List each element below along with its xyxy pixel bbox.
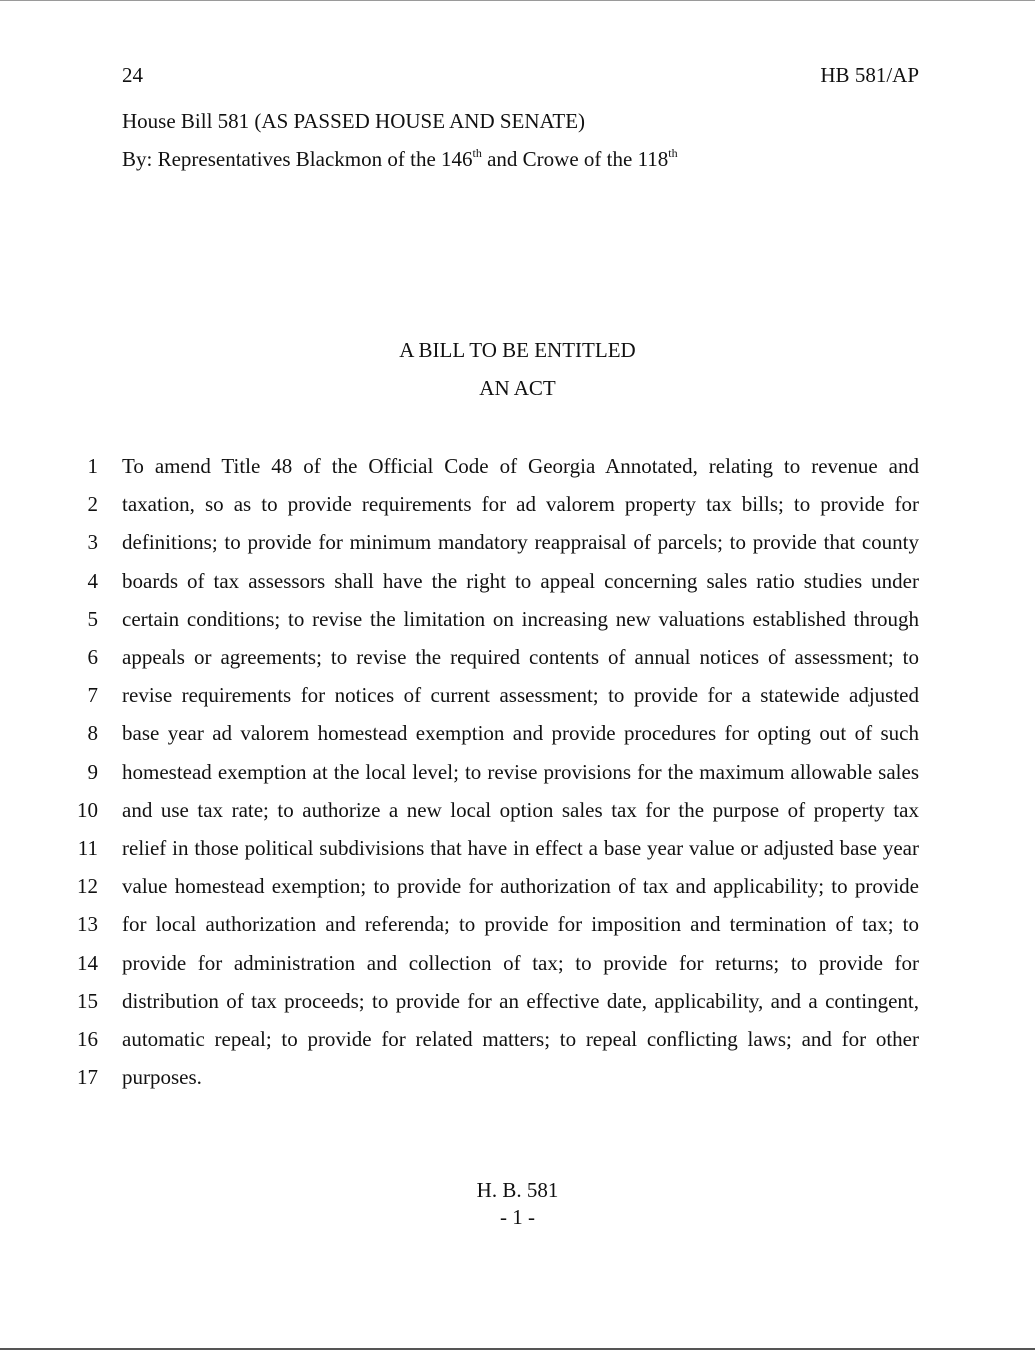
line-text: value homestead exemption; to provide for authorization of tax and applicability; to provide — [122, 874, 919, 899]
footer-page-number: - 1 - — [500, 1205, 535, 1229]
line-number: 15 — [77, 988, 98, 1013]
line-text: and use tax rate; to authorize a new local option sales tax for the purpose of property tax — [122, 797, 919, 822]
line-number: 8 — [87, 721, 98, 746]
ordinal-superscript: th — [472, 146, 482, 160]
sponsors-line — [122, 146, 678, 172]
line-number: 2 — [87, 492, 98, 517]
line-text: automatic repeal; to provide for related matters; to repeal conflicting laws; and for other — [122, 1027, 919, 1051]
line-text: certain conditions; to revise the limitation on increasing new valuations established through — [122, 606, 919, 631]
numbered-line — [0, 451, 1035, 481]
numbered-line — [0, 642, 1035, 672]
numbered-line — [0, 909, 1035, 939]
line-number: 9 — [87, 759, 98, 784]
line-text: for local authorization and referenda; to provide for imposition and termination of tax; to — [122, 912, 919, 937]
line-number: 17 — [77, 1065, 98, 1090]
act-heading: AN ACT — [479, 376, 556, 400]
page-sequence-number: 24 — [122, 63, 143, 87]
numbered-line — [0, 566, 1035, 596]
numbered-line — [0, 1024, 1035, 1054]
numbered-line — [0, 833, 1035, 863]
numbered-line — [0, 948, 1035, 978]
footer-bill-reference: H. B. 581 — [476, 1178, 559, 1202]
line-text: revise requirements for notices of current assessment; to provide for a statewide adjusted — [122, 683, 919, 708]
numbered-line — [0, 871, 1035, 901]
line-number: 6 — [87, 645, 98, 669]
line-text: base year ad valorem homestead exemption and provide procedures for opting out of such — [122, 721, 919, 746]
sponsors-prefix: By: Representatives Blackmon of the 146 — [122, 147, 473, 171]
line-number: 3 — [87, 530, 98, 555]
numbered-line — [0, 718, 1035, 748]
line-number: 14 — [77, 950, 98, 975]
line-text: boards of tax assessors shall have the right to appeal concerning sales ratio studies under — [122, 568, 919, 593]
numbered-line — [0, 527, 1035, 557]
line-text: provide for administration and collection of tax; to provide for returns; to provide for — [122, 950, 919, 975]
line-number: 4 — [87, 568, 98, 593]
line-number: 7 — [87, 683, 98, 708]
line-number: 5 — [87, 606, 98, 631]
line-text: taxation, so as to provide requirements for ad valorem property tax bills; to provide for — [122, 492, 919, 517]
ordinal-superscript: th — [668, 146, 678, 160]
line-number: 11 — [77, 836, 98, 860]
numbered-line — [0, 489, 1035, 519]
line-text: homestead exemption at the local level; to revise provisions for the maximum allowable sales — [122, 759, 919, 784]
line-number: 1 — [87, 454, 98, 478]
bill-title: House Bill 581 (AS PASSED HOUSE AND SENATE) — [122, 109, 586, 133]
numbered-line — [0, 757, 1035, 787]
line-text: To amend Title 48 of the Official Code of Georgia Annotated, relating to revenue and — [122, 454, 919, 478]
numbered-line — [0, 986, 1035, 1016]
sponsors-middle: and Crowe of the 118 — [481, 147, 669, 171]
line-number: 12 — [77, 874, 98, 899]
bill-heading: A BILL TO BE ENTITLED — [399, 338, 636, 362]
numbered-line — [0, 1062, 1035, 1092]
line-text: appeals or agreements; to revise the required contents of annual notices of assessment; to — [122, 645, 919, 669]
line-number: 16 — [77, 1027, 98, 1051]
line-text: relief in those political subdivisions that have in effect a base year value or adjusted base year — [122, 836, 919, 860]
line-text: purposes. — [122, 1065, 202, 1090]
numbered-line — [0, 680, 1035, 710]
line-text: definitions; to provide for minimum mandatory reappraisal of parcels; to provide that county — [122, 530, 919, 555]
line-number: 13 — [77, 912, 98, 937]
numbered-line — [0, 604, 1035, 634]
document-code: HB 581/AP — [820, 63, 919, 87]
line-number: 10 — [77, 797, 98, 822]
line-text: distribution of tax proceeds; to provide for an effective date, applicability, and a contingent, — [122, 988, 919, 1013]
numbered-line — [0, 795, 1035, 825]
